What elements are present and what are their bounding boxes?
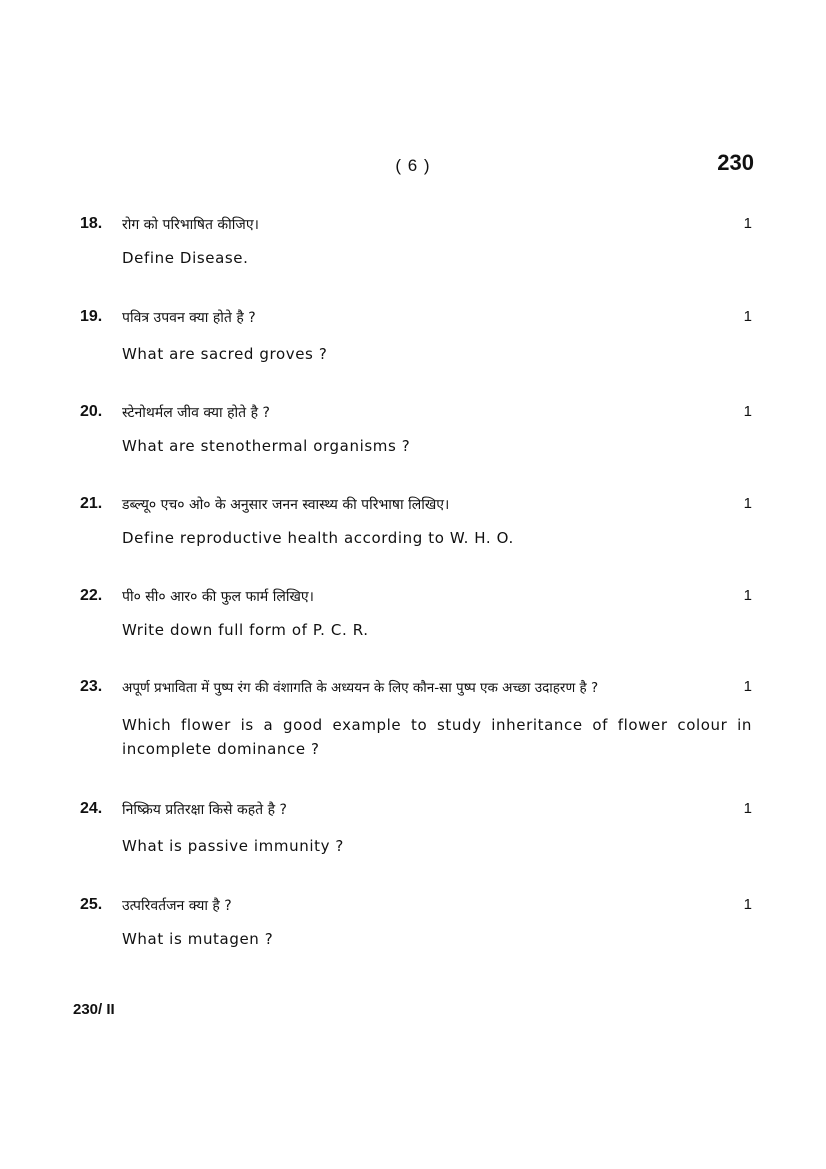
question-marks: 1 bbox=[743, 587, 752, 604]
question-marks: 1 bbox=[743, 896, 752, 913]
question-text-english: Define Disease. bbox=[122, 249, 249, 267]
question-marks: 1 bbox=[743, 403, 752, 420]
question-marks: 1 bbox=[743, 308, 752, 325]
question-marks: 1 bbox=[743, 678, 752, 695]
page-number: ( 6 ) bbox=[395, 156, 431, 175]
question-marks: 1 bbox=[743, 215, 752, 232]
question-number: 25. bbox=[80, 896, 103, 913]
question-marks: 1 bbox=[743, 495, 752, 512]
question-number: 19. bbox=[80, 308, 103, 325]
question-text-hindi: पी० सी० आर० की फुल फार्म लिखिए। bbox=[122, 589, 314, 605]
question-text-english: What is mutagen ? bbox=[122, 930, 274, 948]
question-text-hindi: स्टेनोथर्मल जीव क्या होते है ? bbox=[122, 405, 270, 421]
question-number: 21. bbox=[80, 495, 103, 512]
question-text-hindi: अपूर्ण प्रभाविता में पुष्प रंग की वंशागति के अध्ययन के लिए कौन-सा पुष्प एक अच्छा उदाहरण है ? bbox=[122, 680, 599, 696]
question-text-hindi: पवित्र उपवन क्या होते है ? bbox=[122, 310, 256, 326]
question-text-hindi: उत्परिवर्तजन क्या है ? bbox=[122, 898, 232, 914]
question-text-hindi: रोग को परिभाषित कीजिए। bbox=[122, 217, 259, 233]
question-text-english: What are stenothermal organisms ? bbox=[122, 437, 411, 455]
paper-code: 230 bbox=[717, 150, 754, 175]
question-number: 18. bbox=[80, 215, 103, 232]
footer-paper-code: 230/ II bbox=[73, 1001, 115, 1018]
question-text-english: Which flower is a good example to study inheritance of flower colour in incomplete dominance ? bbox=[122, 716, 752, 758]
question-number: 24. bbox=[80, 800, 103, 817]
question-text-english: Write down full form of P. C. R. bbox=[122, 621, 369, 639]
question-number: 20. bbox=[80, 403, 103, 420]
question-text-hindi: डब्ल्यू० एच० ओ० के अनुसार जनन स्वास्थ्य की परिभाषा लिखिए। bbox=[122, 497, 450, 513]
question-text-english: What are sacred groves ? bbox=[122, 345, 328, 363]
question-number: 23. bbox=[80, 678, 103, 695]
question-text-english: Define reproductive health according to W. H. O. bbox=[122, 529, 514, 547]
question-marks: 1 bbox=[743, 800, 752, 817]
question-text-hindi: निष्क्रिय प्रतिरक्षा किसे कहते है ? bbox=[122, 802, 287, 818]
question-text-english: What is passive immunity ? bbox=[122, 837, 344, 855]
question-number: 22. bbox=[80, 587, 103, 604]
